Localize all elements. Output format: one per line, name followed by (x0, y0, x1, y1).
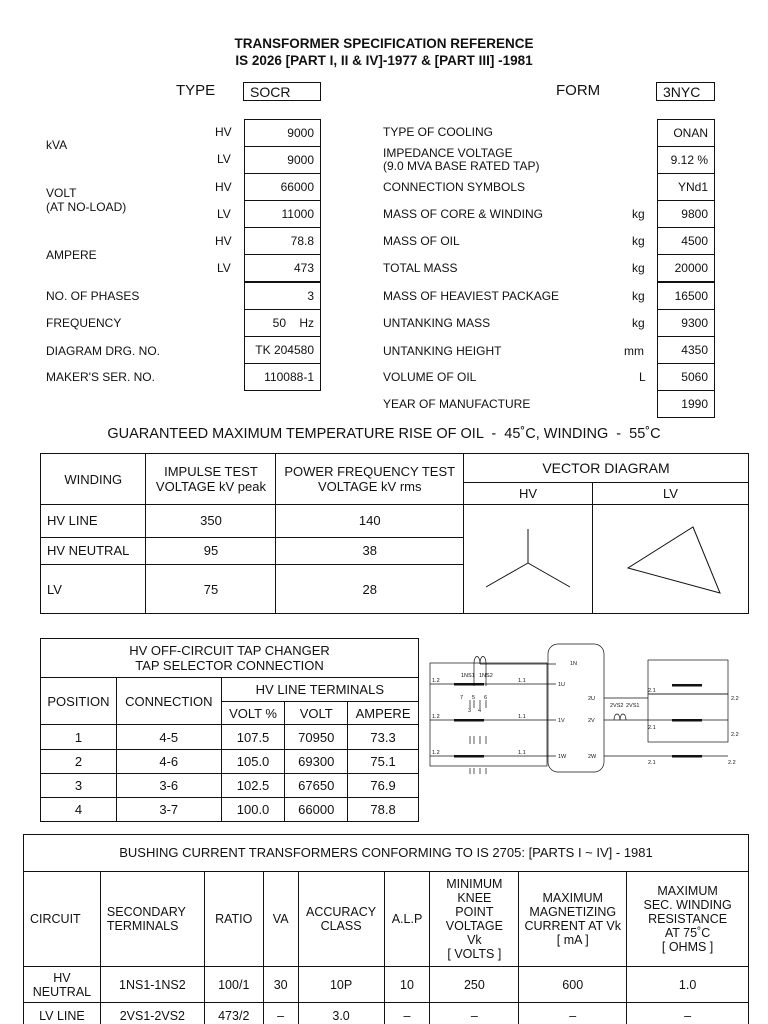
tap-digit: 7 (460, 695, 464, 701)
knee-cell: 250 (430, 967, 519, 1003)
header-res-line1: MAXIMUM (657, 884, 718, 898)
header-impulse (146, 454, 276, 505)
frequency-value: 50 Hz (244, 309, 321, 337)
header-accuracy-line1: ACCURACY (305, 905, 377, 919)
type-label: TYPE (176, 82, 216, 99)
header-impulse-line2: VOLTAGE kV peak (155, 479, 266, 494)
volt-pct-cell: 102.5 (221, 774, 285, 798)
header-secondary-line1: SECONDARY (106, 905, 186, 919)
tap-table-title-line2: TAP SELECTOR CONNECTION (135, 658, 324, 673)
secondary-cell: 2VS1-2VS2 (100, 1003, 204, 1024)
volt-label: VOLT (46, 186, 77, 200)
year-value: 1990 (657, 390, 715, 418)
total-mass-unit: kg (632, 261, 645, 275)
accuracy-cell: 10P (298, 967, 384, 1003)
hv-vector-cell (463, 505, 592, 614)
ampere-cell: 73.3 (348, 725, 419, 750)
t12-label-1: 1.2 (432, 678, 440, 684)
header-volt: VOLT (285, 702, 348, 725)
ratio-cell: 100/1 (204, 967, 263, 1003)
tap-digit: 6 (484, 695, 488, 701)
header-mag-line2: MAGNETIZING (529, 905, 617, 919)
impedance-sub-label: (9.0 MVA BASE RATED TAP) (383, 159, 540, 173)
mass-oil-value: 4500 (657, 227, 715, 255)
form-value: 3NYC (656, 82, 715, 101)
t11-label-3: 1.1 (518, 750, 526, 756)
untanking-height-value: 4350 (657, 336, 715, 364)
position-cell: 1 (41, 725, 117, 750)
header-res-line5: [ OHMS ] (661, 940, 714, 954)
volt-lv-tag: LV (217, 207, 231, 221)
t12-label-2: 1.2 (432, 714, 440, 720)
alp-cell: – (384, 1003, 430, 1024)
ampere-cell: 75.1 (348, 750, 419, 774)
heaviest-package-value: 16500 (657, 282, 715, 310)
kva-hv-value: 9000 (244, 119, 321, 147)
volt-cell: 67650 (285, 774, 348, 798)
tap-digit: 5 (472, 695, 476, 701)
t21-label-2: 2.1 (648, 725, 656, 731)
mass-core-unit: kg (632, 207, 645, 221)
winding-cell: HV LINE (41, 505, 146, 538)
t11-label-1: 1.1 (518, 678, 526, 684)
form-label: FORM (556, 82, 601, 99)
ct-table-title: BUSHING CURRENT TRANSFORMERS CONFORMING TO IS 2705: [PARTS I ~ IV] - 1981 (24, 835, 749, 872)
table-row (41, 505, 749, 538)
bushing-ct-table (23, 834, 749, 1024)
circuit-cell (24, 967, 101, 1003)
mag-cell: – (519, 1003, 627, 1024)
header-ampere: AMPERE (348, 702, 419, 725)
kva-hv-tag: HV (215, 125, 232, 139)
ampere-cell: 78.8 (348, 798, 419, 822)
ampere-label: AMPERE (46, 248, 97, 262)
connection-symbols-value: YNd1 (657, 173, 715, 201)
ampere-cell: 76.9 (348, 774, 419, 798)
power-cell: 38 (276, 537, 464, 565)
kva-lv-value: 9000 (244, 146, 321, 174)
mass-oil-label: MASS OF OIL (383, 234, 460, 248)
accuracy-cell: 3.0 (298, 1003, 384, 1024)
u2-label: 2U (588, 696, 596, 702)
header-res-line2: SEC. WINDING (643, 898, 732, 912)
total-mass-label: TOTAL MASS (383, 261, 458, 275)
lv-vector-cell (592, 505, 748, 614)
untanking-mass-value: 9300 (657, 309, 715, 337)
header-res-line4: AT 75˚C (664, 926, 711, 940)
amp-hv-tag: HV (215, 234, 232, 248)
winding-cell: HV NEUTRAL (41, 537, 146, 565)
u1-label: 1U (558, 682, 566, 688)
header-knee-line3: POINT (455, 905, 494, 919)
cooling-value: ONAN (657, 119, 715, 147)
volume-oil-value: 5060 (657, 363, 715, 391)
t22-label-1: 2.2 (731, 696, 739, 702)
diagram-drg-label: DIAGRAM DRG. NO. (46, 344, 161, 358)
impulse-cell: 95 (146, 537, 276, 565)
type-value: SOCR (243, 82, 321, 101)
header-vector-diagram: VECTOR DIAGRAM (463, 454, 748, 483)
power-cell: 140 (276, 505, 464, 538)
maker-serial-label: MAKER'S SER. NO. (46, 370, 155, 384)
volt-pct-cell: 107.5 (221, 725, 285, 750)
header-ratio: RATIO (204, 872, 263, 967)
untanking-height-label: UNTANKING HEIGHT (383, 344, 502, 358)
hv-star-vector-icon (464, 505, 592, 610)
volt-cell: 70950 (285, 725, 348, 750)
header-accuracy-line2: CLASS (320, 919, 362, 933)
amp-lv-tag: LV (217, 261, 231, 275)
t21-label-1: 2.1 (648, 688, 656, 694)
w1-label: 1W (558, 754, 567, 760)
header-secondary-line2: TERMINALS (106, 919, 179, 933)
total-mass-value: 20000 (657, 254, 715, 282)
volt-cell: 69300 (285, 750, 348, 774)
year-label: YEAR OF MANUFACTURE (383, 397, 531, 411)
ns2-label: 1NS2 (479, 673, 493, 679)
vs1-label: 2VS1 (626, 703, 640, 709)
header-accuracy (298, 872, 384, 967)
header-winding: WINDING (41, 454, 146, 505)
impulse-cell: 75 (146, 565, 276, 614)
volt-lv-value: 11000 (244, 200, 321, 228)
connection-cell: 4-5 (116, 725, 221, 750)
impedance-value: 9.12 % (657, 146, 715, 174)
va-cell: 30 (263, 967, 298, 1003)
header-knee-line4: VOLTAGE (445, 919, 503, 933)
t22-label-3: 2.2 (728, 760, 736, 766)
tap-table-title (41, 639, 419, 678)
connection-wiring-diagram (428, 640, 750, 775)
table-row (41, 750, 419, 774)
table-row (41, 798, 419, 822)
position-cell: 2 (41, 750, 117, 774)
winding-cell: LV (41, 565, 146, 614)
test-voltage-table (40, 453, 749, 614)
header-vector-hv: HV (463, 483, 592, 505)
v2-label: 2V (588, 718, 595, 724)
n1-label: 1N (570, 661, 578, 667)
lv-delta-vector-icon (593, 505, 748, 610)
heaviest-package-unit: kg (632, 289, 645, 303)
ratio-cell: 473/2 (204, 1003, 263, 1024)
temperature-rise-note: GUARANTEED MAXIMUM TEMPERATURE RISE OF OIL - 45˚C, WINDING - 55˚C (107, 426, 661, 442)
header-knee-line2: KNEE (457, 891, 492, 905)
t21-label-3: 2.1 (648, 760, 656, 766)
mag-cell: 600 (519, 967, 627, 1003)
amp-hv-value: 78.8 (244, 227, 321, 255)
volt-pct-cell: 105.0 (221, 750, 285, 774)
knee-cell: – (430, 1003, 519, 1024)
table-row (41, 725, 419, 750)
volt-cell: 66000 (285, 798, 348, 822)
maker-serial-value: 110088-1 (244, 363, 321, 391)
document-title-line1: TRANSFORMER SPECIFICATION REFERENCE (234, 36, 534, 51)
tap-digit: 4 (478, 708, 482, 714)
header-mag-line3: CURRENT AT Vk (524, 919, 621, 933)
table-row (24, 967, 749, 1003)
header-resistance (627, 872, 749, 967)
alp-cell: 10 (384, 967, 430, 1003)
heaviest-package-label: MASS OF HEAVIEST PACKAGE (383, 289, 560, 303)
header-circuit: CIRCUIT (24, 872, 101, 967)
document-title-line2: IS 2026 [PART I, II & IV]-1977 & [PART III] -1981 (235, 53, 533, 68)
mass-core-value: 9800 (657, 200, 715, 228)
header-mag-line4: [ mA ] (556, 933, 589, 947)
tap-changer-table (40, 638, 419, 822)
header-knee-line6: [ VOLTS ] (447, 947, 502, 961)
mass-oil-unit: kg (632, 234, 645, 248)
mass-core-label: MASS OF CORE & WINDING (383, 207, 544, 221)
header-knee (430, 872, 519, 967)
header-mag-line1: MAXIMUM (542, 891, 603, 905)
t11-label-2: 1.1 (518, 714, 526, 720)
connection-cell: 4-6 (116, 750, 221, 774)
connection-cell: 3-6 (116, 774, 221, 798)
phases-value: 3 (244, 282, 321, 310)
w2-label: 2W (588, 754, 597, 760)
circuit-line2: NEUTRAL (32, 984, 92, 999)
header-alp: A.L.P (384, 872, 430, 967)
vs2-label: 2VS2 (610, 703, 624, 709)
t12-label-3: 1.2 (432, 750, 440, 756)
header-power (276, 454, 464, 505)
va-cell: – (263, 1003, 298, 1024)
header-volt-pct: VOLT % (221, 702, 285, 725)
header-knee-line1: MINIMUM (446, 877, 503, 891)
volt-hv-value: 66000 (244, 173, 321, 201)
header-knee-line5: Vk (467, 933, 482, 947)
header-va: VA (263, 872, 298, 967)
volt-sub-label: (AT NO-LOAD) (46, 200, 127, 214)
untanking-mass-label: UNTANKING MASS (383, 316, 491, 330)
table-row (24, 1003, 749, 1024)
res-cell: – (627, 1003, 749, 1024)
header-position: POSITION (41, 678, 117, 725)
untanking-mass-unit: kg (632, 316, 645, 330)
header-power-line1: POWER FREQUENCY TEST (284, 464, 456, 479)
amp-lv-value: 473 (244, 254, 321, 282)
phases-label: NO. OF PHASES (46, 289, 140, 303)
volume-oil-unit: L (639, 370, 646, 384)
header-impulse-line1: IMPULSE TEST (164, 464, 258, 479)
kva-lv-tag: LV (217, 152, 231, 166)
power-cell: 28 (276, 565, 464, 614)
header-res-line3: RESISTANCE (648, 912, 728, 926)
untanking-height-unit: mm (624, 344, 644, 358)
header-secondary (100, 872, 204, 967)
res-cell: 1.0 (627, 967, 749, 1003)
secondary-cell: 1NS1-1NS2 (100, 967, 204, 1003)
volume-oil-label: VOLUME OF OIL (383, 370, 477, 384)
t22-label-2: 2.2 (731, 732, 739, 738)
header-power-line2: VOLTAGE kV rms (317, 479, 422, 494)
header-magnetizing (519, 872, 627, 967)
circuit-line1: HV (53, 970, 71, 985)
circuit-cell: LV LINE (24, 1003, 101, 1024)
volt-pct-cell: 100.0 (221, 798, 285, 822)
header-vector-lv: LV (592, 483, 748, 505)
v1-label: 1V (558, 718, 565, 724)
table-row (41, 774, 419, 798)
tap-table-title-line1: HV OFF-CIRCUIT TAP CHANGER (129, 643, 330, 658)
ns1-label: 1NS1 (461, 673, 475, 679)
header-connection: CONNECTION (116, 678, 221, 725)
position-cell: 3 (41, 774, 117, 798)
impedance-label: IMPEDANCE VOLTAGE (383, 146, 513, 160)
cooling-label: TYPE OF COOLING (383, 125, 494, 139)
diagram-drg-value: TK 204580 (244, 336, 321, 364)
header-hv-line-terminals: HV LINE TERMINALS (221, 678, 418, 702)
frequency-label: FREQUENCY (46, 316, 122, 330)
tap-digit: 3 (468, 708, 472, 714)
connection-cell: 3-7 (116, 798, 221, 822)
connection-symbols-label: CONNECTION SYMBOLS (383, 180, 526, 194)
position-cell: 4 (41, 798, 117, 822)
impulse-cell: 350 (146, 505, 276, 538)
kva-label: kVA (46, 138, 68, 152)
volt-hv-tag: HV (215, 180, 232, 194)
